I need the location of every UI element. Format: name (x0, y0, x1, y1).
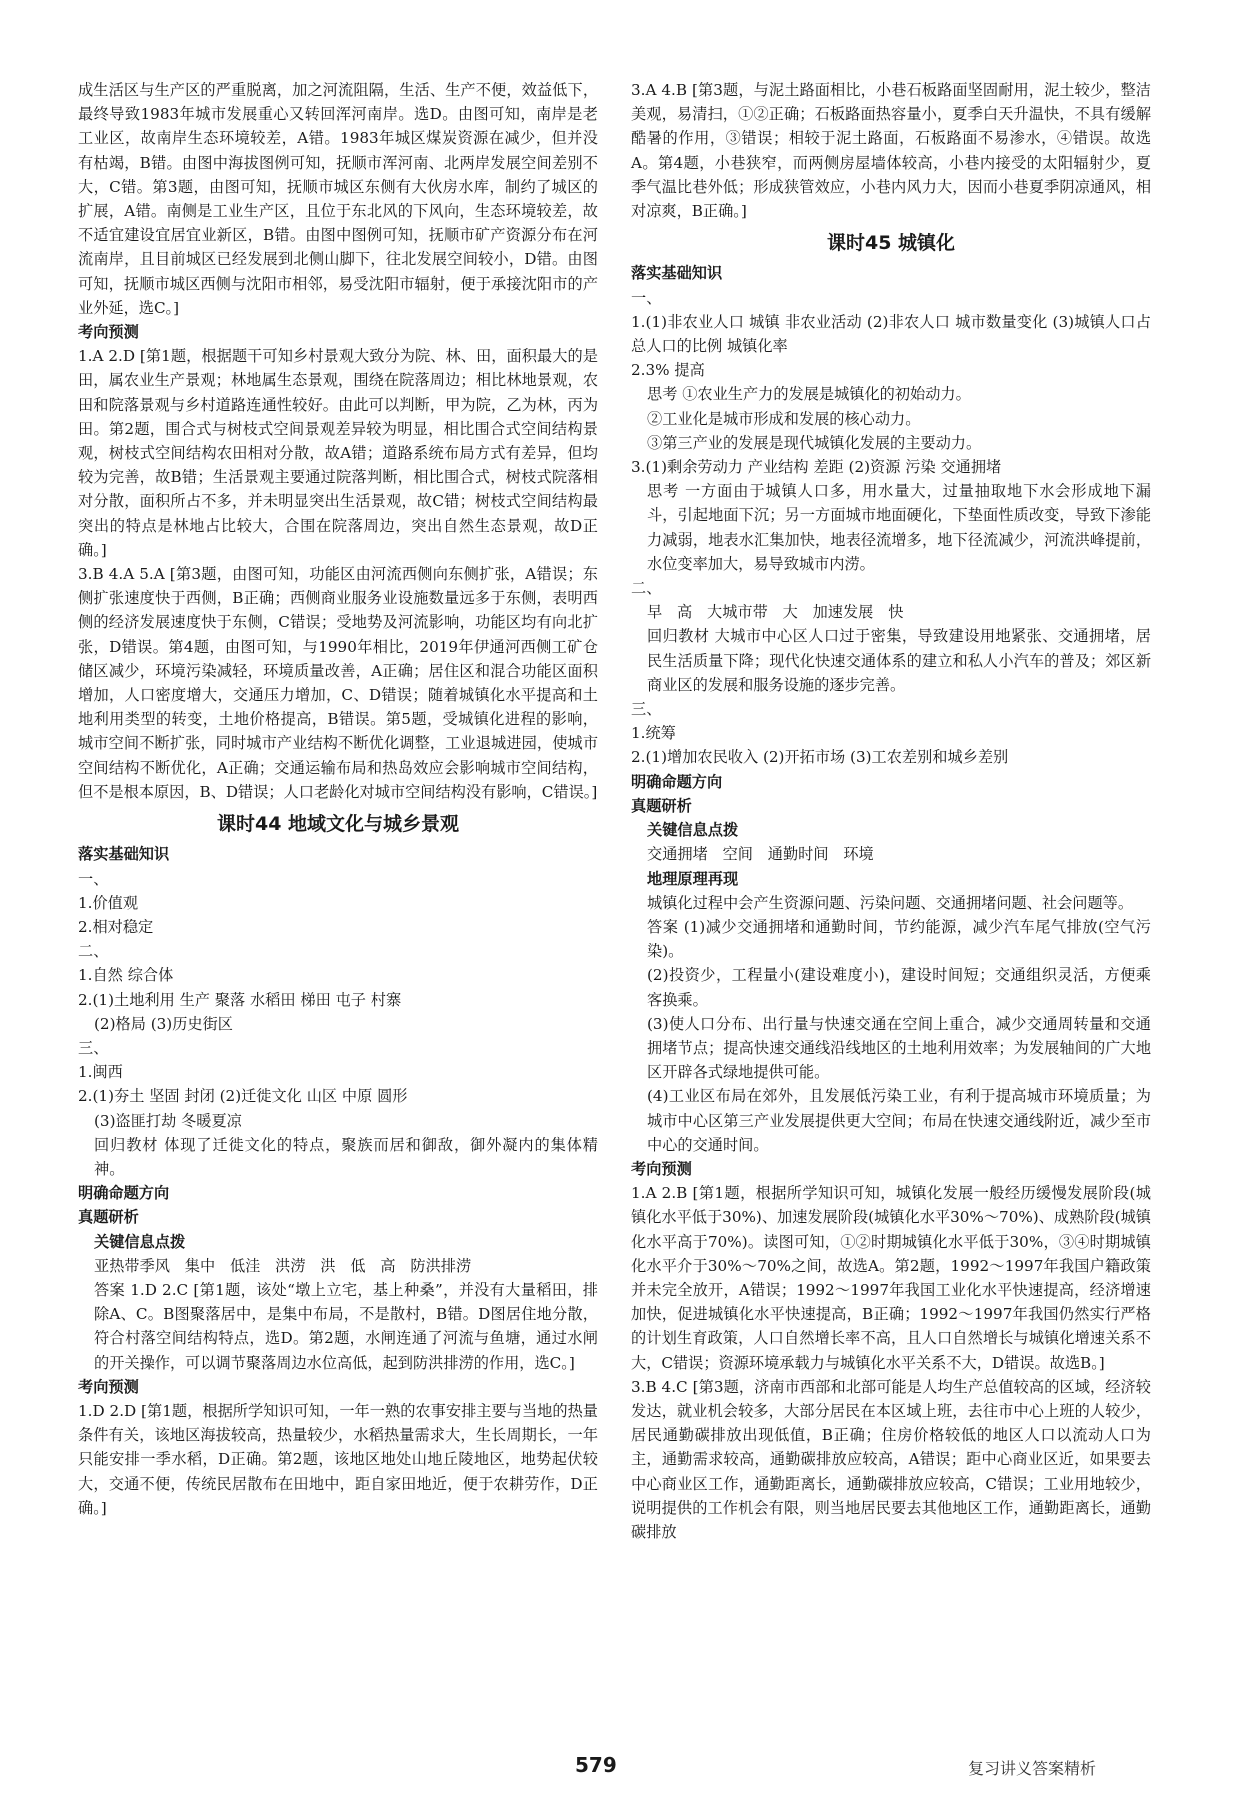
heading-mingque: 明确命题方向 (78, 1184, 170, 1203)
heading-kaoxiang-1: 考向预测 (78, 323, 139, 342)
r-section-3-item-2: 2.(1)增加农民收入 (2)开拓市场 (3)工农差别和城乡差别 (631, 748, 1009, 767)
section-1-item-1: 1.价值观 (78, 893, 139, 912)
right-column (631, 78, 1151, 1544)
page-number: 579 (575, 1753, 617, 1777)
r-daan-1: 答案 (1)减少交通拥堵和通勤时间，节约能源，减少汽车尾气排放(空气污染)。 (647, 917, 1151, 961)
r-huigui-jiaocai: 回归教材 大城市中心区人口过于密集，导致建设用地紧张、交通拥堵，居民生活质量下降；现代化快速交通体系的建立和私人小汽车的普及；郊区新商业区的发展和服务设施的逐步完善。 (647, 627, 1151, 694)
guanjian-keywords: 亚热带季风 集中 低洼 洪涝 洪 低 高 防洪排涝 (94, 1256, 472, 1275)
r-section-1-item-2: 2.3% 提高 (631, 361, 705, 380)
r-section-2-keywords: 早 高 大城市带 大 加速发展 快 (647, 603, 904, 622)
daan-block: 答案 1.D 2.C [第1题，该处“墩上立宅，基上种桑”，并没有大量稻田，排除A、C。B图聚落居中，是集中布局，不是散村，B错。D图居住地分散，符合村落空间结构特点，选D。第2题，水闸连通了河流与鱼塘，通过水闸的开关操作，可以调节聚落周边水位高低，起到防洪排涝的作用，选C。] (94, 1280, 598, 1372)
section-3-item-1: 1.闽西 (78, 1063, 123, 1082)
r-section-1-item-1: 1.(1)非农业人口 城镇 非农业活动 (2)非农人口 城市数量变化 (3)城镇人口占总人口的比例 城镇化率 (631, 312, 1151, 356)
r-heading-mingque: 明确命题方向 (631, 772, 723, 791)
answer-block-4: 3.A 4.B [第3题，与泥土路面相比，小巷石板路面坚固耐用，泥土较少，整洁美观，易清扫，①②正确；石板路面热容量小，夏季白天升温快，不具有缓解酷暑的作用，③错误；相较于泥土路面，石板路面不易渗水，④错误。故选A。第4题，小巷狭窄，而两侧房屋墙体较高，小巷内接受的太阳辐射少，夏季气温比巷外低；形成狭管效应，小巷内风力大，因而小巷夏季阴凉通风，相对凉爽，B正确。] (631, 81, 1151, 221)
left-column (78, 78, 598, 1520)
r-heading-guanjian: 关键信息点拨 (647, 821, 739, 840)
section-2-item-1: 1.自然 综合体 (78, 966, 174, 985)
r-section-3-item-1: 1.统筹 (631, 724, 676, 743)
r-guanjian-keywords: 交通拥堵 空间 通勤时间 环境 (647, 845, 874, 864)
intro-paragraph: 成生活区与生产区的严重脱离，加之河流阻隔，生活、生产不便，效益低下，最终导致1983年城市发展重心又转回浑河南岸。选D。由图可知，南岸是老工业区，故南岸生态环境较差，A错。1983年城区煤炭资源在减少，但并没有枯竭，B错。由图中海拔图例可知，抚顺市浑河南、北两岸发展空间差别不大，C错。第3题，由图可知，抚顺市城区东侧有大伙房水库，制约了城区的扩展，A错。南侧是工业生产区，且位于东北风的下风向，生态环境较差，故不适宜建设宜居宜业新区，B错。由图中图例可知，抚顺市矿产资源分布在河流南岸，且目前城区已经发展到北侧山脚下，往北发展空间较小，D错。由图可知，抚顺市城区西侧与沈阳市相邻，易受沈阳市辐射，便于承接沈阳市的产业外延，选C。] (78, 81, 598, 317)
lesson-45-title: 课时45 城镇化 (826, 232, 956, 255)
sikao-2: 思考 一方面由于城镇人口多，用水量大，过量抽取地下水会形成地下漏斗，引起地面下沉；另一方面城市地面硬化，下垫面性质改变，导致下渗能力减弱，地表水汇集加快，地表径流增多，地下径流减少，河流洪峰提前，水位变率加大，易导致城市内涝。 (647, 482, 1151, 573)
answer-block-6: 3.B 4.C [第3题，济南市西部和北部可能是人均生产总值较高的区域，经济较发达，就业机会较多，大部分居民在本区域上班，去往市中心上班的人较少，居民通勤碳排放出现低值，B正确；住房价格较低的地区人口以流动人口为主，通勤需求较高，通勤碳排放应较高，A错误；距中心商业区近，如果要去中心商业区工作，通勤距离长，通勤碳排放应较高，C错误；工业用地较少，说明提供的工作机会有限，则当地居民要去其他地区工作，通勤距离长，通勤碳排放 (631, 1377, 1151, 1541)
answer-block-5: 1.A 2.B [第1题，根据所学知识可知，城镇化发展一般经历缓慢发展阶段(城镇化水平低于30%)、加速发展阶段(城镇化水平30%～70%)、成熟阶段(城镇化水平高于70%)。读图可知，①②时期城镇化水平低于30%，③④时期城镇化水平介于30%～70%之间，故选A。第2题，1992～1997年我国户籍政策并未完全放开，A错误；1992～1997年我国工业化水平快速提高，经济增速加快，促进城镇化水平快速提高，B正确；1992～1997年我国仍然实行严格的计划生育政策，人口自然增长率不高，且人口自然增长与城镇化增速关系不大，C错误；资源环境承载力与城镇化水平关系不大，D错误。故选B。] (631, 1184, 1151, 1372)
answer-block-2: 3.B 4.A 5.A [第3题，由图可知，功能区由河流西侧向东侧扩张，A错误；东侧扩张速度快于西侧，B正确；西侧商业服务业设施数量远多于东侧，表明西侧的经济发展速度快于东侧，C错误；受地势及河流影响，功能区均有向北扩张，D错误。第4题，由图可知，与1990年相比，2019年伊通河西侧工矿仓储区减少，环境污染减轻，环境质量改善，A正确；居住区和混合功能区面积增加，人口密度增大，交通压力增加，C、D错误；随着城镇化水平提高和土地利用类型的转变，土地价格提高，B错误。第5题，受城镇化进程的影响，城市空间不断扩张，同时城市产业结构不断优化调整，工业退城进园，使城市空间结构不断优化，A正确；交通运输布局和热岛效应会影响城市空间结构，但不是根本原因，B、D错误；人口老龄化对城市空间结构没有影响，C错误。] (78, 565, 598, 801)
section-2-item-2: 2.(1)土地利用 生产 聚落 水稻田 梯田 屯子 村寨 (78, 990, 402, 1009)
r-daan-3: (3)使人口分布、出行量与快速交通在空间上重合，减少交通周转量和交通拥堵节点；提高快速交通线沿线地区的土地利用效率；为发展轴间的广大地区开辟各式绿地提供可能。 (647, 1014, 1151, 1082)
answer-block-1: 1.A 2.D [第1题，根据题干可知乡村景观大致分为院、林、田，面积最大的是田，属农业生产景观；林地属生态景观，围绕在院落周边；相比林地景观，农田和院落景观与乡村道路连通性较好。由此可以判断，甲为院，乙为林，丙为田。第2题，围合式与树枝式空间景观差异较为明显，相比围合式空间结构景观，树枝式空间结构农田相对分散，故A错；道路系统布局方式有差异，但均较为完善，故B错；生活景观主要通过院落判断，相比围合式，树枝式院落相对分散，面积所占不多，并未明显突出生活景观，故C错；树枝式空间结构最突出的特点是林地占比较大，合围在院落周边，突出自然生态景观，故D正确。] (78, 347, 598, 559)
section-3-item-3: (3)盗匪打劫 冬暖夏凉 (94, 1111, 242, 1130)
section-3-item-2: 2.(1)夯土 坚固 封闭 (2)迁徙文化 山区 中原 圆形 (78, 1087, 408, 1106)
section-3-label: 三、 (78, 1038, 109, 1057)
heading-guanjian: 关键信息点拨 (94, 1232, 186, 1251)
heading-luoshi: 落实基础知识 (78, 845, 170, 864)
lesson-44-title: 课时44 地域文化与城乡景观 (216, 813, 460, 836)
r-heading-zhenti: 真题研析 (631, 796, 692, 815)
section-1-item-2: 2.相对稳定 (78, 917, 154, 936)
heading-luoshi-r: 落实基础知识 (631, 264, 723, 283)
sikao-1a: 思考 ①农业生产力的发展是城镇化的初始动力。 (647, 385, 971, 404)
r-section-1-item-3: 3.(1)剩余劳动力 产业结构 差距 (2)资源 污染 交通拥堵 (631, 458, 1002, 477)
r-section-2-label: 二、 (631, 579, 662, 598)
heading-zhenti: 真题研析 (78, 1208, 139, 1227)
sikao-1c: ③第三产业的发展是现代城镇化发展的主要动力。 (647, 433, 982, 452)
r-daan-2: (2)投资少，工程量小(建设难度小)，建设时间短；交通组织灵活，方便乘客换乘。 (647, 966, 1151, 1009)
r-heading-kaoxiang: 考向预测 (631, 1159, 692, 1178)
r-yuanli-text: 城镇化过程中会产生资源问题、污染问题、交通拥堵问题、社会问题等。 (647, 893, 1133, 912)
r-heading-yuanli: 地理原理再现 (647, 869, 739, 888)
footer-label: 复习讲义答案精析 (968, 1759, 1097, 1778)
section-2-label: 二、 (78, 942, 109, 961)
huigui-jiaocai: 回归教材 体现了迁徙文化的特点，聚族而居和御敌，御外凝内的集体精神。 (94, 1135, 598, 1178)
heading-kaoxiang-2: 考向预测 (78, 1377, 139, 1396)
section-2-item-3: (2)格局 (3)历史街区 (94, 1014, 233, 1033)
r-section-3-label: 三、 (631, 700, 662, 719)
r-section-1-label: 一、 (631, 288, 662, 307)
sikao-1b: ②工业化是城市形成和发展的核心动力。 (647, 409, 921, 428)
section-1-label: 一、 (78, 869, 109, 888)
r-daan-4: (4)工业区布局在郊外，且发展低污染工业，有利于提高城市环境质量；为城市中心区第三产业发展提供更大空间；布局在快速交通线附近，减少至市中心的交通时间。 (647, 1087, 1151, 1154)
answer-block-3: 1.D 2.D [第1题，根据所学知识可知，一年一熟的农事安排主要与当地的热量条件有关，该地区海拔较高，热量较少，水稻热量需求大，生长周期长，一年只能安排一季水稻，D正确。第2题，该地区地处山地丘陵地区，地势起伏较大，交通不便，传统民居散布在田地中，距自家田地近，便于农耕劳作，D正确。] (78, 1401, 598, 1517)
